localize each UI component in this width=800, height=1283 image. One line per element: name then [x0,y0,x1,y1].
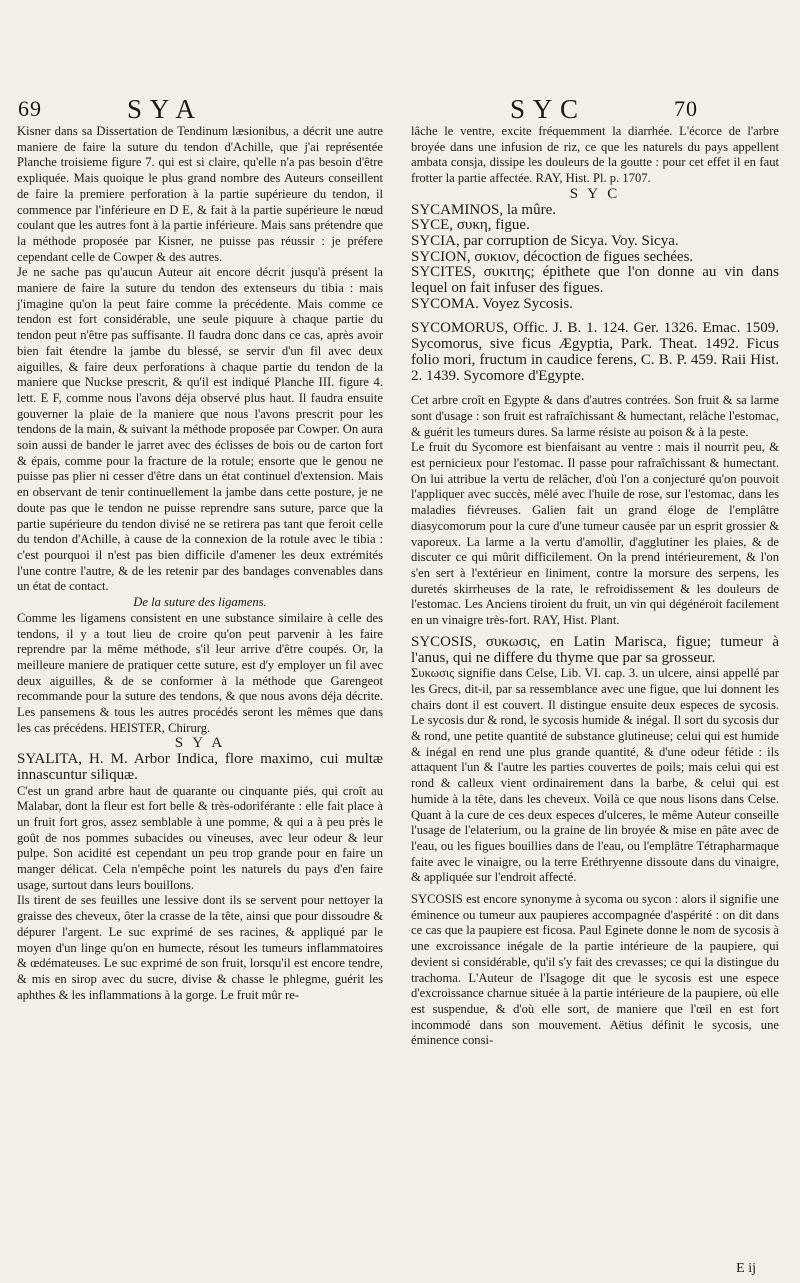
paragraph: Kisner dans sa Dissertation de Tendinum læsionibus, a décrit une autre maniere de faire la suture du tendon d'Achille, que j'ai représentée Planche troisieme figure 7. qui est si claire, qu'elle n'a pas besoin d'être expliquée. Mais quoique le plus grand nombre des Auteurs conseillent de faire la premiere perforation à la partie supérieure du tendon, il commence par l'inférieure en D E, & fait à la partie supérieure le nœud coulant que les autres font à la partie inférieure. Mais sans prétendre que la méthode proposée par Kisner, ne puisse pas réussir : je préfere cependant celle de Cowper & des autres. [17,124,383,264]
paragraph: C'est un grand arbre haut de quarante ou cinquante piés, qui croît au Malabar, dont la fleur est fort belle & très-odoriférante : elle fait place à un fruit fort gros, assez semblable à une pomme, & qui a à peu près le goût de nos pommes subacides ou vineuses, avec leur odeur & leur pulpe. Son acidité est cependant un peu trop grande pour en faire un manger délicat. Cela n'empêche point les naturels du pays d'en faire usage, surtout dans leurs bouillons. [17,783,383,892]
entry-headword: SYCOMORUS, Offic. J. B. 1. 124. Ger. 1326. Emac. 1509. Sycomorus, sive ficus Ægyptia, Park. Theat. 1492. Ficus folio mori, fructum in caudice ferens, C. B. P. 459. Raii Hist. 2. 1439. Sycomore d'Egypte. [411,320,779,384]
entry-headword: SYCOSIS, συκωσις, en Latin Marisca, figue; tumeur à l'anus, qui ne differe du thyme que par sa grosseur. [411,633,779,666]
paragraph: Ils tirent de ses feuilles une lessive dont ils se servent pour nettoyer la graisse des cheveux, ôter la crasse de la tête, ainsi que pour dissoudre & dépurer l'argent. Le suc exprimé de ses racines, & appliqué par le moyen d'un linge qu'on en humecte, résout les tumeurs inflammatoires & œdémateuses. Le suc exprimé de son fruit, lorsqu'il est encore tendre, & mis en sirop avec du sucre, divise & chasse le phlegme, guérit les aphthes & les inflammations à la gorge. Le fruit mûr re- [17,893,383,1002]
paragraph: Comme les ligamens consistent en une substance similaire à celle des tendons, il y a tout lieu de croire qu'on peut parvenir à les faire reprendre par la même méthode, s'il leur arrive d'être coupés. Or, la meilleure maniere de pratiquer cette suture, est d'y employer un fil avec deux aiguilles, & de se conformer à la méthode que Garengeot recommande pour la suture des tendons, & que nous avons déja décrite. Les pansemens & tous les autres procédés seront les mêmes que dans les cas précédens. HEISTER, Chirurg. [17,610,383,735]
left-text-column [17,124,383,1003]
entry-headword: SYCIA, par corruption de Sicya. Voy. Sicya. [411,232,679,249]
paragraph: Je ne sache pas qu'aucun Auteur ait encore décrit jusqu'à présent la maniere de faire la suture du tendon des extenseurs du tibia : mais j'imagine qu'on la peut faire comme la précédente. Mais comme ce tendon est fort considérable, une seule piquure à chaque partie du tendon peut n'être pas suffisante. Il faudra donc dans ce cas, après avoir bien fait étendre la jambe du blessé, se servir d'un fil avec deux aiguilles, & faire deux perforations à chaque partie du tendon de la maniere que Nuckse prescrit, & qu'il est indiqué Planche III. figure 4. lett. E F, comme nous l'avons déja observé plus haut. Il faudra ensuite gouverner la plaie de la maniere que nous l'avons prescrit pour les tendons de la main, & suivant la méthode proposée par Cowper. On aura soin aussi de bander le jarret avec des éclisses de bois ou de carton fort & épais, comme pour la fracture de la rotule; ensorte que le genou ne puisse pas plier ni cesser d'être dans un état continuel d'extension. Mais en observant de tenir continuellement la jambe dans cette posture, je ne doute pas que le tendon ne puisse reprendre sans suture, parce que la partie supérieure du tendon divisé ne se retirera pas tant que feroit celle du tendon d'Achille, à cause de la connexion de la rotule avec le tibia : c'est pourquoi il n'est pas bien difficile d'amener les deux extrémités l'une contre l'autre, & de les retenir par des bandages convenables dans un état de contact. [17,265,383,594]
left-page-number: 69 [18,96,42,121]
paragraph: SYCOSIS est encore synonyme à sycoma ou sycon : alors il signifie une éminence ou tumeur aux paupieres accompagnée d'aspérité : on dit dans ce cas que la paupiere est ficosa. Paul Eginete donne le nom de sycosis à une excroissance inégale de la partie intérieure de la paupiere, qui devient si considérable, qu'il s'y fait des crevasses; ce qui la distingue du trachoma. L'Auteur de l'Isagoge dit que le sycosis est une espece d'excroissance charnue située à la partie intérieure de la paupiere, où elle est suspendue, & d'où elle sort, de maniere que l'œil en est fort incommodé dans son mouvement. Aëtius définit le sycosis, une éminence consi- [411,892,779,1048]
right-running-head: S Y C [510,94,580,124]
subsection-heading: De la suture des ligamens. [133,595,267,610]
right-text-column [411,124,779,1049]
paragraph: Συκωσις signifie dans Celse, Lib. VI. cap. 3. un ulcere, ainsi appellé par les Grecs, dit-il, par sa ressemblance avec une figue, que lui donnent les chairs dont il est couvert. Il distingue ensuite deux especes de sycosis. Le sycosis dur & rond, le sycosis humide & inégal. Il sort du sycosis dur & rond, une petite quantité de substance glutineuse; celui qui est humide & inégal en rend une plus grande quantité, & d'une odeur fétide : ils attaquent l'un & l'autre les parties couvertes de poils; mais celui qui est rond & calleux vient ordinairement dans la barbe, & celui qui est humide à la tête, dans les cheveux. Voilà ce que nous lisons dans Celse. Quant à la cure de ces deux especes d'ulceres, le même Auteur conseille l'usage de l'elaterium, ou la graine de lin broyée & mise en pâte avec de l'eau, ou les figues bouillies dans de l'eau, ou l'emplâtre Tétrapharmaque faite avec le vinaigre, ou la terre Eréthryenne dissoute dans du vinaigre, & appliquée sur l'endroit affecté. [411,666,779,885]
paragraph: Cet arbre croît en Egypte & dans d'autres contrées. Son fruit & sa larme sont d'usage : son fruit est rafraîchissant & humectant, relâche l'estomac, & guérit les tumeurs dures. Sa larme résiste au poison & à la peste. [411,393,779,439]
entry-headword: SYALITA, H. M. Arbor Indica, flore maximo, cui multæ innascuntur siliquæ. [17,751,383,783]
entry-headword: SYCION, συκιον, décoction de figues sechées. [411,248,694,265]
spacer [411,384,779,393]
section-heading: S Y C [569,185,621,202]
paragraph: lâche le ventre, excite fréquemment la diarrhée. L'écorce de l'arbre broyée dans une infusion de riz, ce que les naturels du pays appellent ambata consja, dissipe les douleurs de la goutte : pour cet effet il en faut frotter la partie affectée. RAY, Hist. Pl. p. 1707. [411,124,779,186]
entry-headword: SYCITES, συκιτης; épithete que l'on donne au vin dans lequel on fait infuser des figues. [411,264,779,297]
entry-headword: SYCOMA. Voyez Sycosis. [411,295,573,312]
entry-headword: SYCE, συκη, figue. [411,217,530,234]
left-running-head: S Y A [127,94,197,124]
entry-headword: SYCAMINOS, la mûre. [411,201,556,218]
right-page-number: 70 [674,96,698,121]
section-heading: S Y A [174,735,226,752]
signature-mark: E ij [736,1261,756,1276]
paragraph: Le fruit du Sycomore est bienfaisant au ventre : mais il nourrit peu, & est pernicieux pour l'estomac. Il passe pour rafraîchissant & humectant. On lui attribue la vertu de relâcher, d'où l'on a conjecturé qu'on pouvoit l'appliquer avec succès, mêlé avec l'huile de rose, sur l'estomac, dans les maladies fiévreuses. Galien fait un grand éloge de l'emplâtre diasycomorum pour la cure d'une tumeur causée par un esprit grossier & vaporeux. La larme a la vertu d'amollir, d'agglutiner les plaies, & de discuter ce qui mûrit difficilement. On la prend intérieurement, & l'on s'en sert à l'extérieur en liniment, contre la morsure des serpens, les duretés skirrheuses de la rate, le refroidissement & les douleurs de l'estomac. Les Anciens tiroient du fruit, un vin qui dégénéroit facilement en un vinaigre très-fort. RAY, Hist. Plant. [411,440,779,628]
